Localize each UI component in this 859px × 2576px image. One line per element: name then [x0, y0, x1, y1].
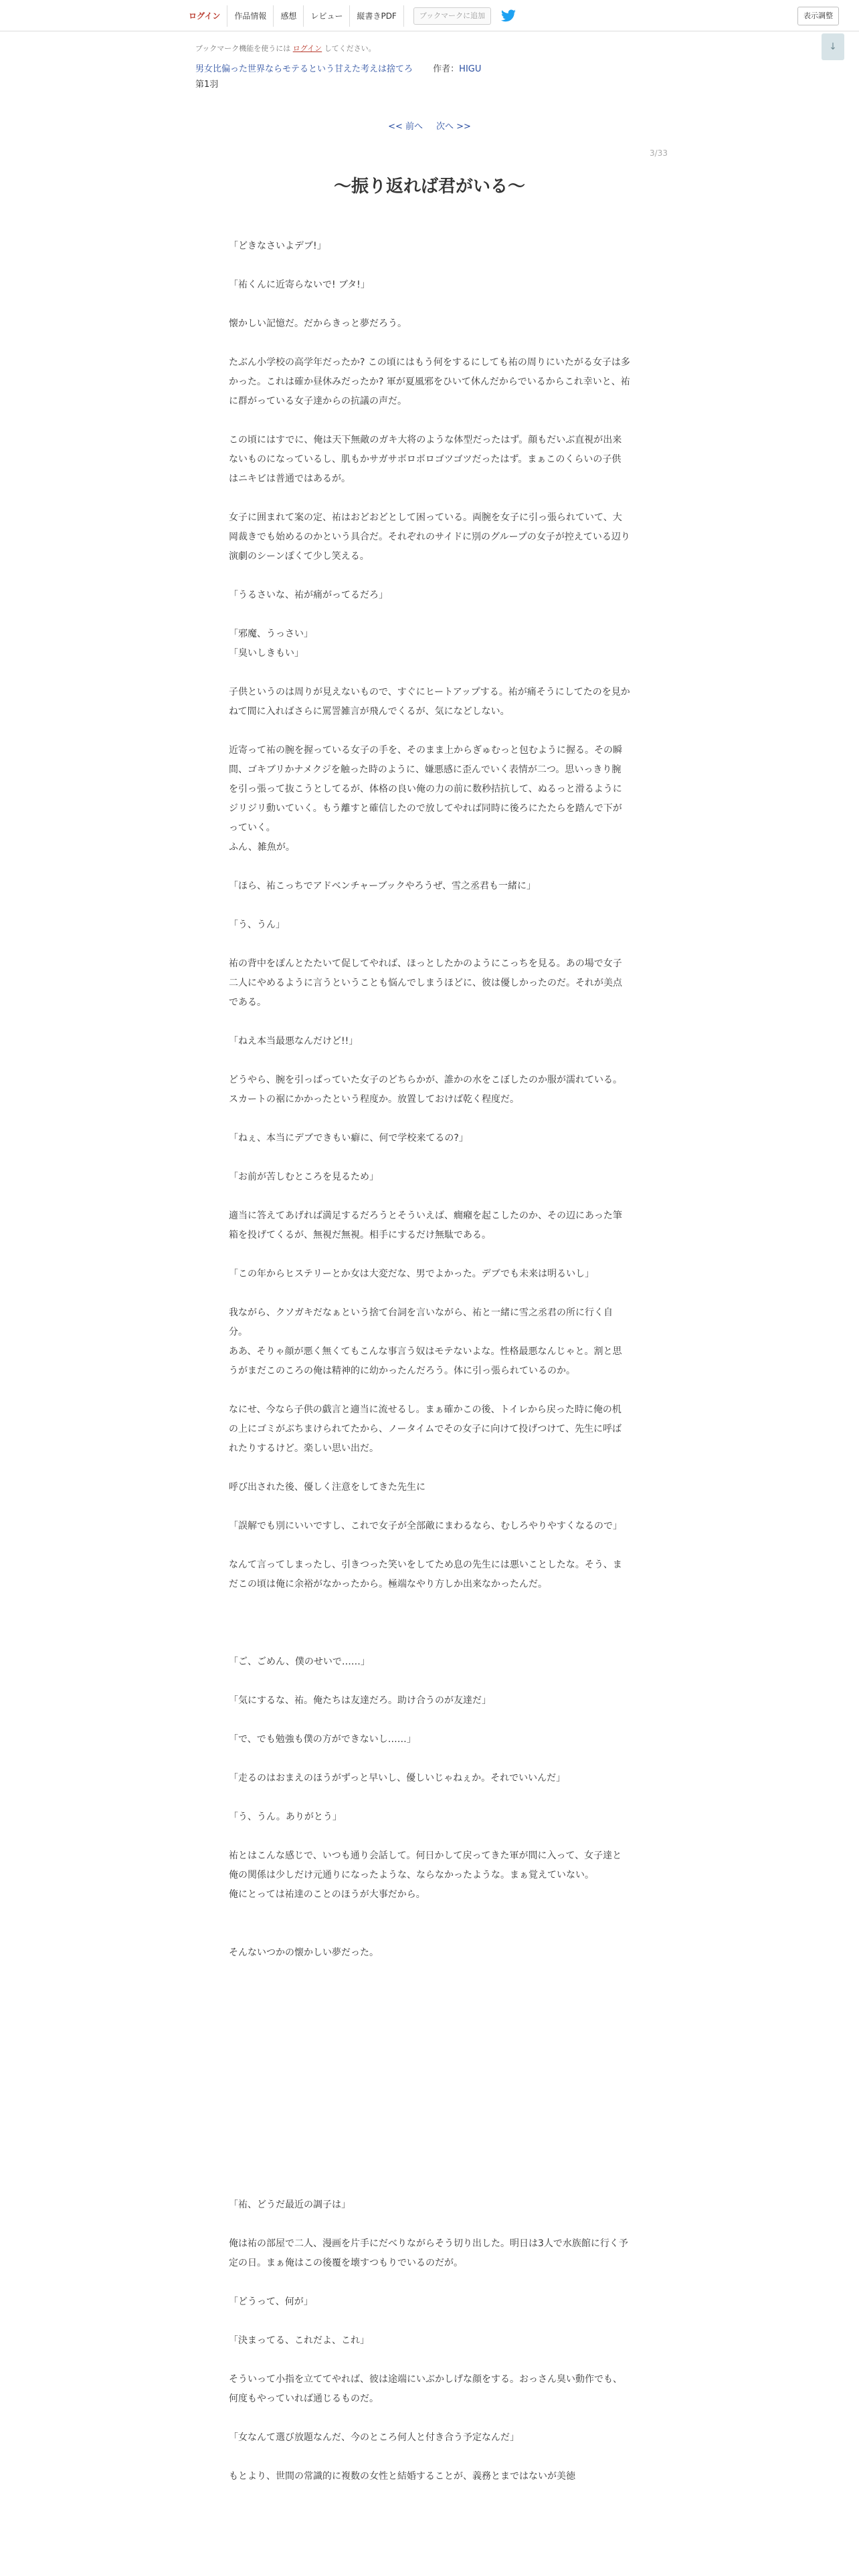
- paragraph: 子供というのは周りが見えないもので、すぐにヒートアップする。祐が痛そうにしてたのを見かねて間に入ればさらに罵詈雑言が飛んでくるが、気になどしない。: [229, 687, 630, 717]
- paragraph: 「臭いしきもい」: [229, 648, 304, 659]
- paragraph: もとより、世間の常識的に複数の女性と結婚することが、義務とまではないが美徳: [229, 2471, 575, 2482]
- top-nav-bar: [0, 0, 859, 31]
- login-button[interactable]: ログイン: [189, 11, 221, 21]
- paragraph: 「走るのはおまえのほうがずっと早いし、優しいじゃねぇか。それでいいんだ」: [229, 1773, 566, 1784]
- paragraph: 「ねぇ、本当にデブできもい癖に、何で学校来てるの?」: [229, 1133, 468, 1144]
- impressions-button[interactable]: 感想: [273, 5, 303, 27]
- paragraph: 「どきなさいよデブ!」: [229, 241, 326, 251]
- display-settings-button[interactable]: 表示調整: [797, 7, 839, 25]
- paragraph: 「決まってる、これだよ、これ」: [229, 2335, 369, 2346]
- paragraph: なんて言ってしまったし、引きつった笑いをしてため息の先生には悪いことしたな。そう、まだこの頃は俺に余裕がなかったから。極端なやり方しか出来なかったんだ。: [229, 1560, 622, 1590]
- work-info-button[interactable]: 作品情報: [227, 5, 273, 27]
- paragraph: たぶん小学校の高学年だったか? この頃にはもう何をするにしても祐の周りにいたがる女子は多かった。これは確か昼休みだったか? 軍が夏風邪をひいて休んだからでいるからこれ幸いと、祐に群がっている女子達からの抗議の声だ。: [229, 357, 630, 407]
- paragraph: 俺にとっては祐達のことのほうが大事だから。: [229, 1889, 425, 1900]
- paragraph: 適当に答えてあげれば満足するだろうとそういえば、癇癪を起こしたのか、その辺にあった筆箱を投げてくるが、無視だ無視。相手にするだけ無駄である。: [229, 1210, 622, 1241]
- paragraph: 「う、うん。ありがとう」: [229, 1812, 342, 1822]
- paragraph: 祐の背中をぽんとたたいて促してやれば、ほっとしたかのようにこっちを見る。あの場で女子二人にやめるように言うということも悩んでしまうほどに、彼は優しかったのだ。それが美点である。: [229, 958, 622, 1008]
- paragraph: どうやら、腕を引っぱっていた女子のどちらかが、誰かの水をこぼしたのか服が濡れている。スカートの裾にかかったという程度か。放置しておけば乾く程度だ。: [229, 1075, 622, 1105]
- review-button[interactable]: レビュー: [303, 5, 349, 27]
- paragraph: 「う、うん」: [229, 920, 285, 930]
- paragraph: 「女なんて選び放題なんだ、今のところ何人と付き合う予定なんだ」: [229, 2432, 519, 2443]
- paragraph: この頃にはすでに、俺は天下無敵のガキ大将のような体型だったはず。顔もだいぶ直視が出来ないものになっているし、肌もかサガサボロボロゴツゴツだったはず。まぁこのくらいの子供はニキビは普通ではあるが。: [229, 435, 622, 484]
- paragraph: 「ほら、祐こっちでアドベンチャーブックやろうぜ、雪之丞君も一緒に」: [229, 881, 537, 891]
- nav-menu: [182, 5, 516, 27]
- paragraph: 「お前が苦しむところを見るため」: [229, 1172, 379, 1182]
- paragraph: 「ご、ごめん、僕のせいで……」: [229, 1656, 370, 1667]
- paragraph: 俺は祐の部屋で二人、漫画を片手にだべりながらそう切り出した。明日は3人で水族館に行く予定の日。まぁ俺はこの後覆を壊すつもりでいるのだが。: [229, 2238, 628, 2268]
- pager: [0, 119, 859, 132]
- author-label: 作者：: [433, 64, 460, 74]
- paragraph: 呼び出された後、優しく注意をしてきた先生に: [229, 1482, 425, 1493]
- paragraph: そんないつかの懐かしい夢だった。: [229, 1947, 379, 1958]
- paragraph: 女子に囲まれて案の定、祐はおどおどとして困っている。両腕を女子に引っ張られていて、大岡裁きでも始めるのかという具合だ。それぞれのサイドに別のグループの女子が控えている辺り演劇のシーンぽくて少し笑える。: [229, 512, 630, 562]
- paragraph: 「うるさいな、祐が痛がってるだろ」: [229, 590, 388, 601]
- prev-page-link[interactable]: << 前へ: [388, 122, 423, 132]
- paragraph: 「どうって、何が」: [229, 2296, 313, 2307]
- paragraph: 「誤解でも別にいいですし、これで女子が全部敵にまわるなら、むしろやりやすくなるので」: [229, 1521, 622, 1531]
- paragraph: 祐とはこんな感じで、いつも通り会話して。何日かして戻ってきた軍が間に入って、女子達と俺の関係は少しだけ元通りになったような、ならなかったような。まぁ覚えていない。: [229, 1850, 622, 1881]
- paragraph: 「気にするな、祐。俺たちは友達だろ。助け合うのが友達だ」: [229, 1695, 491, 1706]
- author-link[interactable]: HIGU: [459, 64, 482, 74]
- paragraph: 我ながら、クソガキだなぁという捨て台詞を言いながら、祐と一緒に雪之丞君の所に行く自分。: [229, 1307, 613, 1337]
- paragraph: 「祐くんに近寄らないで! ブタ!」: [229, 280, 370, 290]
- paragraph: ふん、雑魚が。: [229, 842, 295, 853]
- paragraph: 「この年からヒステリーとか女は大変だな、男でよかった。デブでも未来は明るいし」: [229, 1269, 595, 1279]
- episode-subtitle: 〜振り返れば君がいる〜: [333, 177, 525, 197]
- scroll-down-button[interactable]: [822, 33, 844, 60]
- paragraph: 懐かしい記憶だ。だからきっと夢だろう。: [229, 318, 407, 329]
- novel-title-link[interactable]: 男女比偏った世界ならモテるという甘えた考えは捨てろ: [195, 64, 413, 74]
- notice-login-link[interactable]: ログイン: [292, 44, 322, 53]
- paragraph: 「で、でも勉強も僕の方ができないし……」: [229, 1734, 416, 1745]
- next-page-link[interactable]: 次へ >>: [436, 122, 471, 132]
- novel-body: [229, 237, 630, 2486]
- page-count: 3/33: [650, 148, 668, 158]
- paragraph: なにせ、今なら子供の戯言と適当に流せるし。まぁ確かこの後、トイレから戻った時に俺の机の上にゴミがぶちまけられてたから、ノータイムでその女子に向けて投げつけて、先生に呼ばれたりするけど。楽しい思い出だ。: [229, 1404, 622, 1454]
- twitter-icon[interactable]: [500, 8, 516, 24]
- title-line: [195, 62, 664, 78]
- vertical-pdf-button[interactable]: 縦書きPDF: [349, 5, 403, 27]
- paragraph: 近寄って祐の腕を握っている女子の手を、そのまま上からぎゅむっと包むように握る。その瞬間、ゴキブリかナメクジを触った時のように、嫌悪感に歪んでいく表情が二つ。思いっきり腕を引っ張って抜こうとしてるが、体格の良い俺の力の前に数秒拮抗して、ぬるっと滑るようにジリジリ動いていく。もう離すと確信したので放してやれば同時に後ろにたたらを踏んで下がっていく。: [229, 745, 622, 833]
- paragraph: そういって小指を立ててやれば、彼は途端にいぶかしげな顔をする。おっさん臭い動作でも、何度もやっていれば通じるものだ。: [229, 2374, 622, 2404]
- bookmark-notice: ブックマーク機能を使うには ログイン してください。: [195, 44, 376, 53]
- paragraph: 「ねえ本当最悪なんだけど!!」: [229, 1036, 359, 1047]
- paragraph: 「邪魔、うっさい」: [229, 629, 313, 639]
- paragraph: 「祐、どうだ最近の調子は」: [229, 2199, 351, 2210]
- arrow-down-icon: ↓: [829, 41, 837, 52]
- paragraph: ああ、そりゃ顔が悪く無くてもこんな事言う奴はモテないよな。性格最悪なんじゃと。割と思うがまだこのころの俺は精神的に幼かったんだろう。体に引っ張られているのか。: [229, 1346, 622, 1376]
- chapter-label: 第1羽: [195, 80, 219, 90]
- add-bookmark-button[interactable]: ブックマークに追加: [413, 7, 491, 25]
- novel-header: [195, 40, 664, 92]
